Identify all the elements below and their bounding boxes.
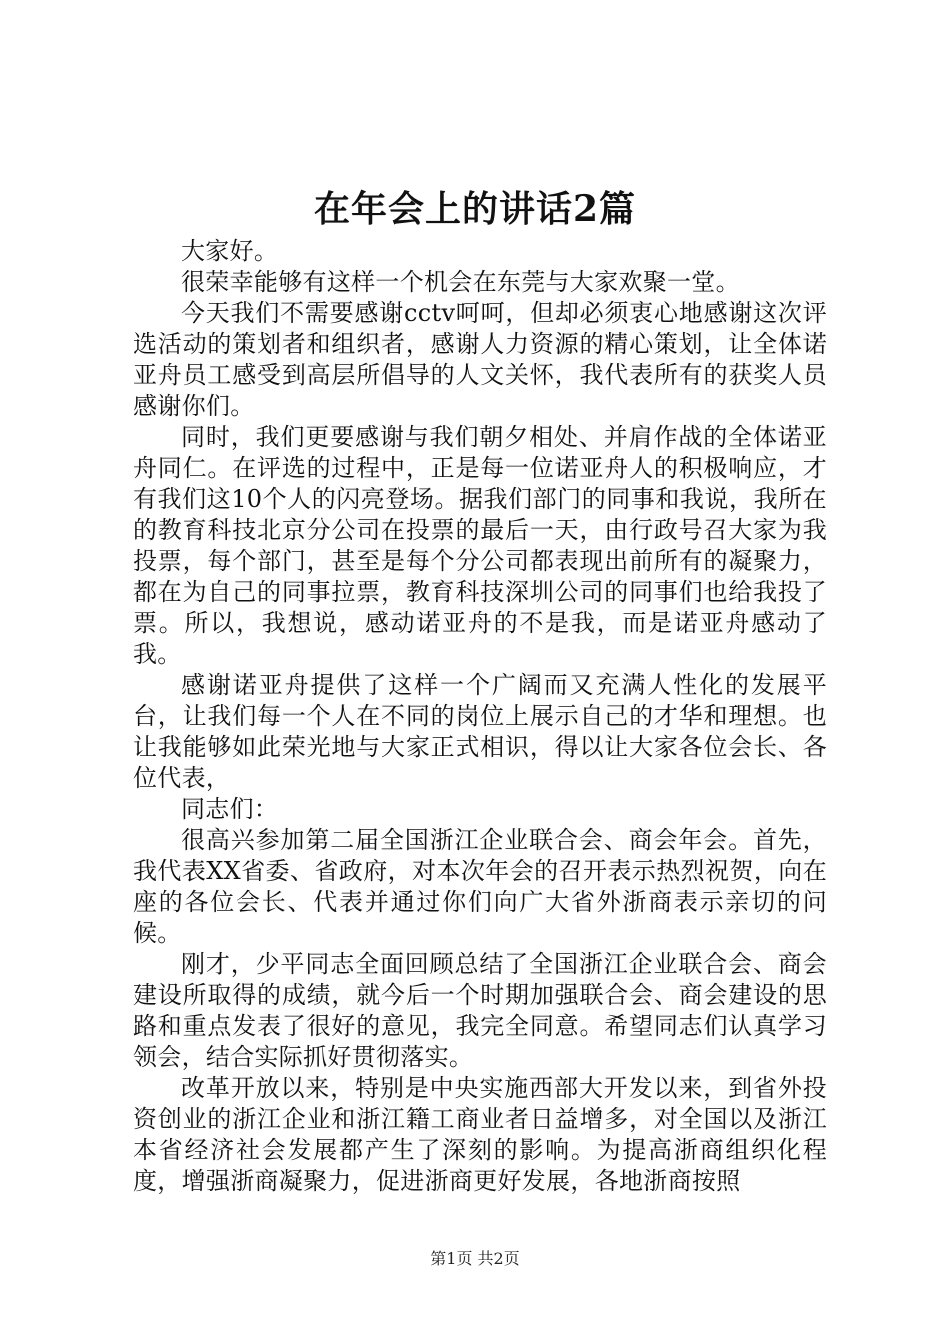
document-body [133, 236, 827, 1197]
document-title: 在年会上的讲话2篇 [313, 188, 637, 230]
paragraph-review: 刚才，少平同志全面回顾总结了全国浙江企业联合会、商会建设所取得的成绩，就今后一个时期加强联合会、商会建设的思路和重点发表了很好的意见，我完全同意。希望同志们认真学习领会，结合实际抓好贯彻落实。 [133, 950, 827, 1071]
page-number: 第1页 [430, 1249, 473, 1268]
paragraph-reform: 改革开放以来，特别是中央实施西部大开发以来，到省外投资创业的浙江企业和浙江籍工商业者日益增多，对全国以及浙江本省经济社会发展都产生了深刻的影响。为提高浙商组织化程度，增强浙商凝聚力，促进浙商更好发展，各地浙商按照 [133, 1074, 827, 1195]
paragraph-thanks-organizers: 今天我们不需要感谢cctv呵呵，但却必须衷心地感谢这次评选活动的策划者和组织者，感谢人力资源的精心策划，让全体诺亚舟员工感受到高层所倡导的人文关怀，我代表所有的获奖人员感谢你们。 [133, 299, 827, 420]
paragraph-thanks-platform: 感谢诺亚舟提供了这样一个广阔而又充满人性化的发展平台，让我们每一个人在不同的岗位上展示自己的才华和理想。也让我能够如此荣光地与大家正式相识，得以让大家各位会长、各位代表， [133, 671, 827, 792]
paragraph-honored: 很荣幸能够有这样一个机会在东莞与大家欢聚一堂。 [181, 268, 740, 296]
paragraph-greeting: 大家好。 [181, 237, 279, 265]
paragraph-congratulations: 很高兴参加第二届全国浙江企业联合会、商会年会。首先，我代表XX省委、省政府，对本次年会的召开表示热烈祝贺，向在座的各位会长、代表并通过你们向广大省外浙商表示亲切的问候。 [133, 826, 827, 947]
paragraph-thanks-colleagues: 同时，我们更要感谢与我们朝夕相处、并肩作战的全体诺亚舟同仁。在评选的过程中，正是每一位诺亚舟人的积极响应，才有我们这10个人的闪亮登场。据我们部门的同事和我说，我所在的教育科技北京分公司在投票的最后一天，由行政号召大家为我投票，每个部门，甚至是每个分公司都表现出前所有的凝聚力，都在为自己的同事拉票，教育科技深圳公司的同事们也给我投了票。所以，我想说，感动诺亚舟的不是我，而是诺亚舟感动了我。 [133, 423, 827, 668]
paragraph-salutation: 同志们： [181, 795, 279, 823]
page-footer [0, 1248, 950, 1270]
page-total: 共2页 [477, 1249, 520, 1268]
